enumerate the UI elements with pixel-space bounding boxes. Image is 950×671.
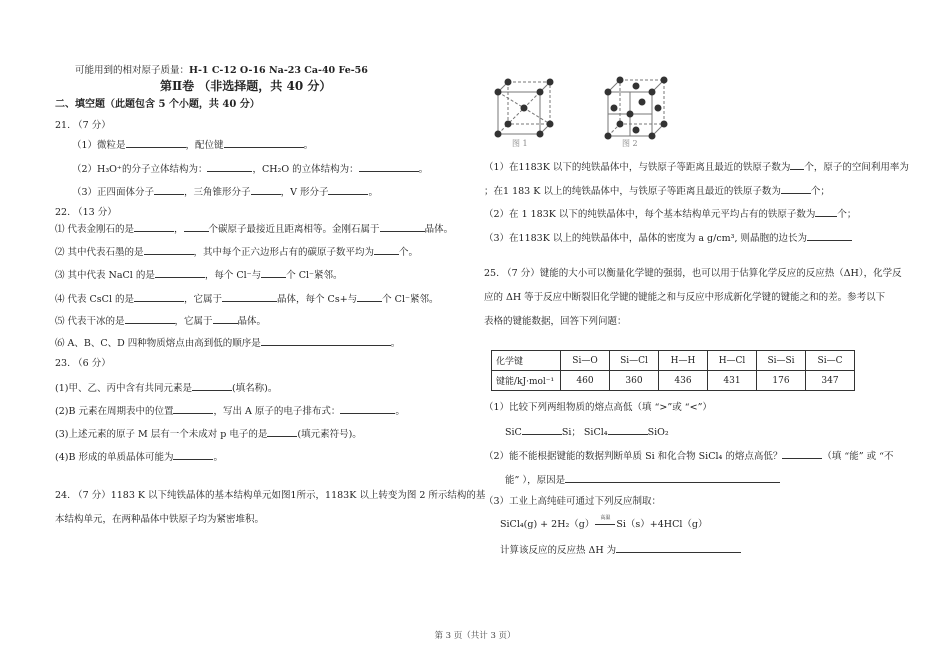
q21-line1: （1）微粒是 ，配位键 。 <box>72 140 314 151</box>
q22-line4: ⑷ 代表 CsCl 的是 ，它属于 晶体，每个 Cs+与 个 Cl⁻紧邻。 <box>55 294 439 305</box>
q25-part1: （1）比较下列两组物质的熔点高低（填 “>”或 “<”） <box>484 402 712 413</box>
q24-part2: （2）在 1 183K 以下的纯铁晶体中，每个基本结构单元平均占有的铁原子数为 个； <box>484 209 857 220</box>
figure-1-label: 图 1 <box>512 139 528 148</box>
table-row-label: 键能/kJ·mol⁻¹ <box>492 371 561 391</box>
q25-line1: 25. （7 分）键能的大小可以衡量化学键的强弱，也可以用于估算化学反应的反应热（ΔH），化学反 <box>484 268 902 279</box>
q24-line1: 24. （7 分）1183 K 以下纯铁晶体的基本结构单元如图1所示，1183K 以上转变为图 2 所示结构的基 <box>55 490 486 501</box>
q25-equation: SiCl₄(g) + 2H₂（g） 高温 Si（s）+4HCl（g） <box>500 519 707 531</box>
table-header-cell: Si—Si <box>757 351 806 371</box>
q22-line3: ⑶ 其中代表 NaCl 的是 ，每个 Cl⁻与 个 Cl⁻紧邻。 <box>55 270 343 281</box>
volume-title: 第Ⅱ卷 （非选择题，共 40 分） <box>160 79 332 93</box>
q22-line2: ⑵ 其中代表石墨的是 ，其中每个正六边形占有的碳原子数平均为 个。 <box>55 247 419 258</box>
q24-part1: （1）在1183K 以下的纯铁晶体中，与铁原子等距离且最近的铁原子数为 个，原子的空间利用率为 <box>484 162 909 173</box>
q23-line4: (4)B 形成的单质晶体可能为 。 <box>55 452 223 463</box>
q22-line1: ⑴ 代表金刚石的是 ， 个碳原子最接近且距离相等。金刚石属于 晶体。 <box>55 224 454 235</box>
q22-head: 22. （13 分） <box>55 207 117 218</box>
q25-part2-reason: 能” ），原因是 <box>505 473 780 487</box>
q21-head: 21. （7 分） <box>55 120 111 131</box>
table-cell: 460 <box>561 371 610 391</box>
section-title: 二、填空题（此题包含 5 个小题，共 40 分） <box>55 99 260 110</box>
table-header-cell: 化学键 <box>492 351 561 371</box>
figure-1-bcc-cell <box>488 72 558 142</box>
q25-part2: （2）能不能根据键能的数据判断单质 Si 和化合物 SiCl₄ 的熔点高低？ （填 “能” 或 “不 <box>484 451 894 462</box>
q25-line2: 应的 ΔH 等于反应中断裂旧化学键的键能之和与反应中形成新化学键的键能之和的差。参考以下 <box>484 292 886 303</box>
q23-line3: (3)上述元素的原子 M 层有一个未成对 p 电子的是 (填元素符号)。 <box>55 429 362 440</box>
q25-part3: （3）工业上高纯硅可通过下列反应制取： <box>484 496 662 507</box>
table-row <box>492 371 855 391</box>
q21-line2: （2）H₃O⁺的分子立体结构为： ，CH₂O 的立体结构为： 。 <box>72 164 429 175</box>
table-cell: 431 <box>708 371 757 391</box>
table-header-cell: Si—O <box>561 351 610 371</box>
bond-energy-table <box>491 350 855 391</box>
q25-part1-compare: SiC Si； SiCl₄ SiO₂ <box>505 427 669 438</box>
table-header-cell: Si—C <box>806 351 855 371</box>
table-row <box>492 351 855 371</box>
table-header-cell: Si—Cl <box>610 351 659 371</box>
q21-line3: （3）正四面体分子 ，三角锥形分子 ，V 形分子 。 <box>72 187 378 198</box>
q23-line2: (2)B 元素在周期表中的位置 ，写出 A 原子的电子排布式： 。 <box>55 406 405 417</box>
page-footer: 第 3 页（共计 3 页） <box>434 631 516 641</box>
atomic-masses: 可能用到的相对原子质量：H-1 C-12 O-16 Na-23 Ca-40 Fe-56 <box>75 65 368 76</box>
table-header-cell: H—H <box>659 351 708 371</box>
q24-part3: （3）在1183K 以上的纯铁晶体中，晶体的密度为 a g/cm³, 则晶胞的边长为 <box>484 231 852 245</box>
table-cell: 436 <box>659 371 708 391</box>
q22-line5: ⑸ 代表干冰的是 ，它属于 晶体。 <box>55 316 267 327</box>
table-cell: 360 <box>610 371 659 391</box>
figure-2-label: 图 2 <box>622 139 638 148</box>
table-header-cell: H—Cl <box>708 351 757 371</box>
table-cell: 176 <box>757 371 806 391</box>
q22-line6: ⑹ A、B、C、D 四种物质熔点由高到低的顺序是 。 <box>55 338 401 349</box>
q23-head: 23. （6 分） <box>55 358 111 369</box>
figure-2-fcc-cell <box>598 72 673 142</box>
q25-line3: 表格的键能数据，回答下列问题： <box>484 316 627 327</box>
q23-line1: (1)甲、乙、丙中含有共同元素是 (填名称)。 <box>55 383 278 394</box>
q24-line2: 本结构单元，在两种晶体中铁原子均为紧密堆积。 <box>55 514 265 525</box>
reaction-condition: 高温 <box>600 515 611 521</box>
table-cell: 347 <box>806 371 855 391</box>
q24-part1b: ；在1 183 K 以上的纯铁晶体中，与铁原子等距离且最近的铁原子数为 个； <box>484 186 830 197</box>
q25-part3-calc: 计算该反应的反应热 ΔH 为 <box>500 543 741 557</box>
